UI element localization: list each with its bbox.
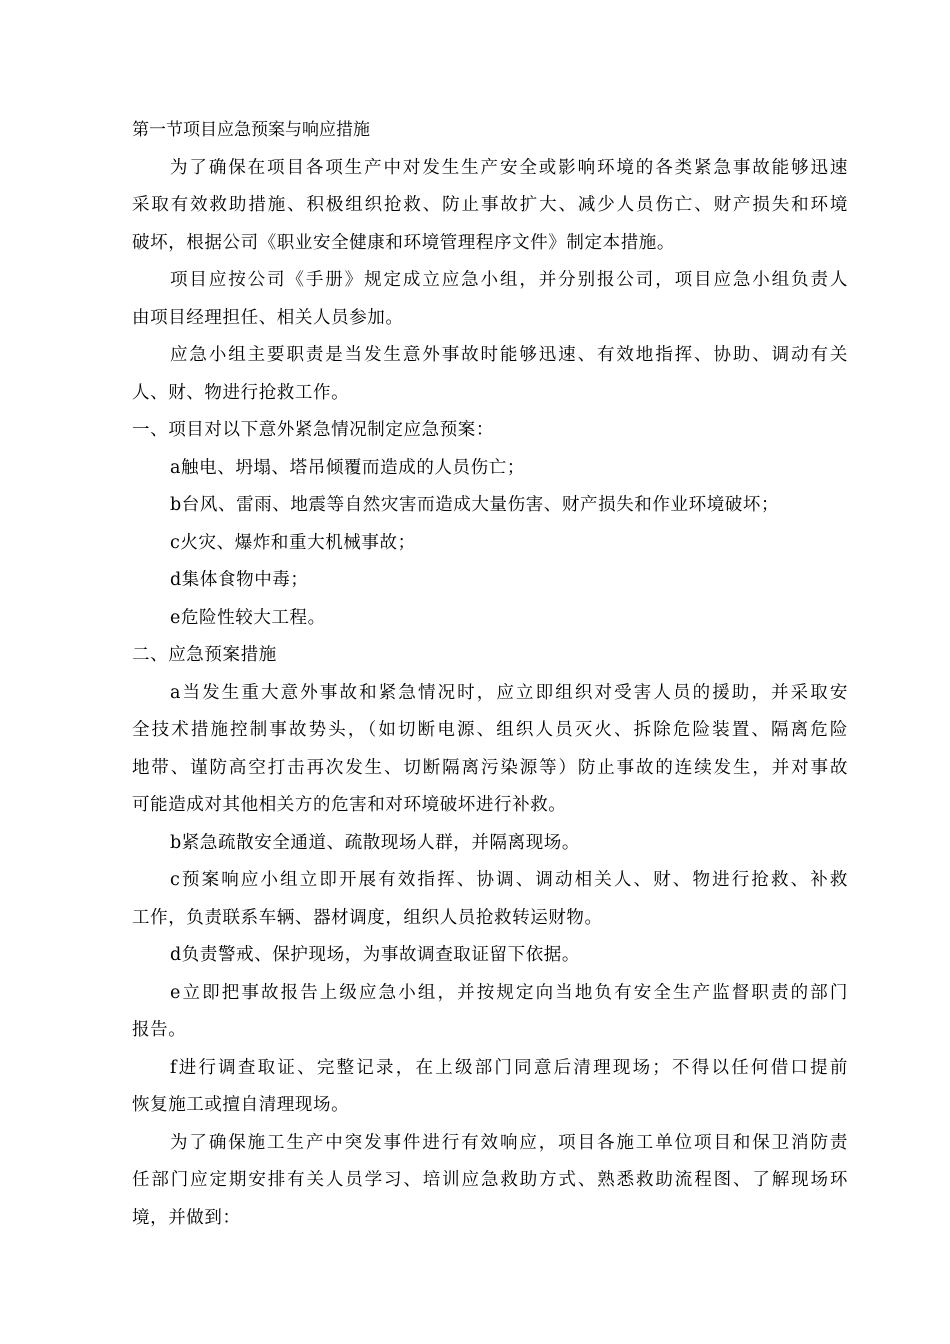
team-paragraph [132, 262, 848, 337]
measure-item-c [132, 862, 848, 937]
paragraph-line: 为了确保在项目各项生产中对发生生产安全或影响环境的各类紧急事故能够迅速 [170, 157, 848, 178]
paragraph-line: a当发生重大意外事故和紧急情况时，应立即组织对受害人员的援助，并采取安 [170, 682, 848, 703]
paragraph-line: 项目应按公司《手册》规定成立应急小组，并分别报公司，项目应急小组负责人 [170, 270, 848, 290]
paragraph-line: e立即把事故报告上级应急小组，并按规定向当地负有安全生产监督职责的部门 [170, 982, 848, 1003]
paragraph-line: 工作，负责联系车辆、器材调度，组织人员抢救转运财物。 [132, 907, 603, 928]
intro-paragraph [132, 150, 848, 263]
list-item: d集体食物中毒； [170, 570, 309, 590]
paragraph-line: 采取有效救助措施、积极组织抢救、防止事故扩大、减少人员伤亡、财产损失和环境 [132, 195, 848, 215]
paragraph-line: 全技术措施控制事故势头，（如切断电源、组织人员灭火、拆除危险装置、隔离危险 [132, 720, 848, 740]
document-body [132, 112, 848, 1237]
paragraph-line: 由项目经理担任、相关人员参加。 [132, 307, 404, 328]
list-item: c火灾、爆炸和重大机械事故； [170, 532, 416, 553]
list-item: b台风、雷雨、地震等自然灾害而造成大量伤害、财产损失和作业环境破坏； [170, 495, 780, 515]
list-item: a触电、坍塌、塔吊倾覆而造成的人员伤亡； [170, 457, 525, 478]
paragraph-line: 破坏，根据公司《职业安全健康和环境管理程序文件》制定本措施。 [132, 232, 675, 253]
measure-item-e [132, 975, 848, 1050]
paragraph-line: 地带、谨防高空打击再次发生、切断隔离污染源等）防止事故的连续发生，并对事故 [132, 757, 848, 778]
section-one [132, 412, 848, 637]
section-heading: 二、应急预案措施 [132, 645, 277, 665]
closing-paragraph [132, 1125, 848, 1238]
paragraph-line: 应急小组主要职责是当发生意外事故时能够迅速、有效地指挥、协助、调动有关 [170, 345, 848, 365]
section-title: 第一节项目应急预案与响应措施 [132, 120, 370, 140]
paragraph-line: c预案响应小组立即开展有效指挥、协调、调动相关人、财、物进行抢救、补救 [170, 870, 848, 890]
paragraph-line: 报告。 [132, 1020, 187, 1040]
paragraph-line: 可能造成对其他相关方的危害和对环境破坏进行补救。 [132, 795, 567, 815]
paragraph-line: f进行调查取证、完整记录，在上级部门同意后清理现场；不得以任何借口提前 [170, 1057, 848, 1078]
measure-item-d: d负责警戒、保护现场，为事故调查取证留下依据。 [170, 945, 581, 965]
paragraph-line: 为了确保施工生产中突发事件进行有效响应，项目各施工单位项目和保卫消防责 [170, 1132, 848, 1153]
paragraph-line: 人、财、物进行抢救工作。 [132, 382, 350, 403]
duty-paragraph [132, 337, 848, 412]
section-heading: 一、项目对以下意外紧急情况制定应急预案： [132, 420, 494, 440]
measure-item-b: b紧急疏散安全通道、疏散现场人群，并隔离现场。 [170, 832, 581, 853]
section-two [132, 637, 848, 1125]
paragraph-line: 恢复施工或擅自清理现场。 [132, 1095, 350, 1115]
paragraph-line: 境，并做到： [132, 1207, 241, 1228]
paragraph-line: 任部门应定期安排有关人员学习、培训应急救助方式、熟悉救助流程图、了解现场环 [132, 1170, 848, 1190]
measure-item-a [132, 675, 848, 825]
list-item: e危险性较大工程。 [170, 607, 326, 628]
measure-item-f [132, 1050, 848, 1125]
